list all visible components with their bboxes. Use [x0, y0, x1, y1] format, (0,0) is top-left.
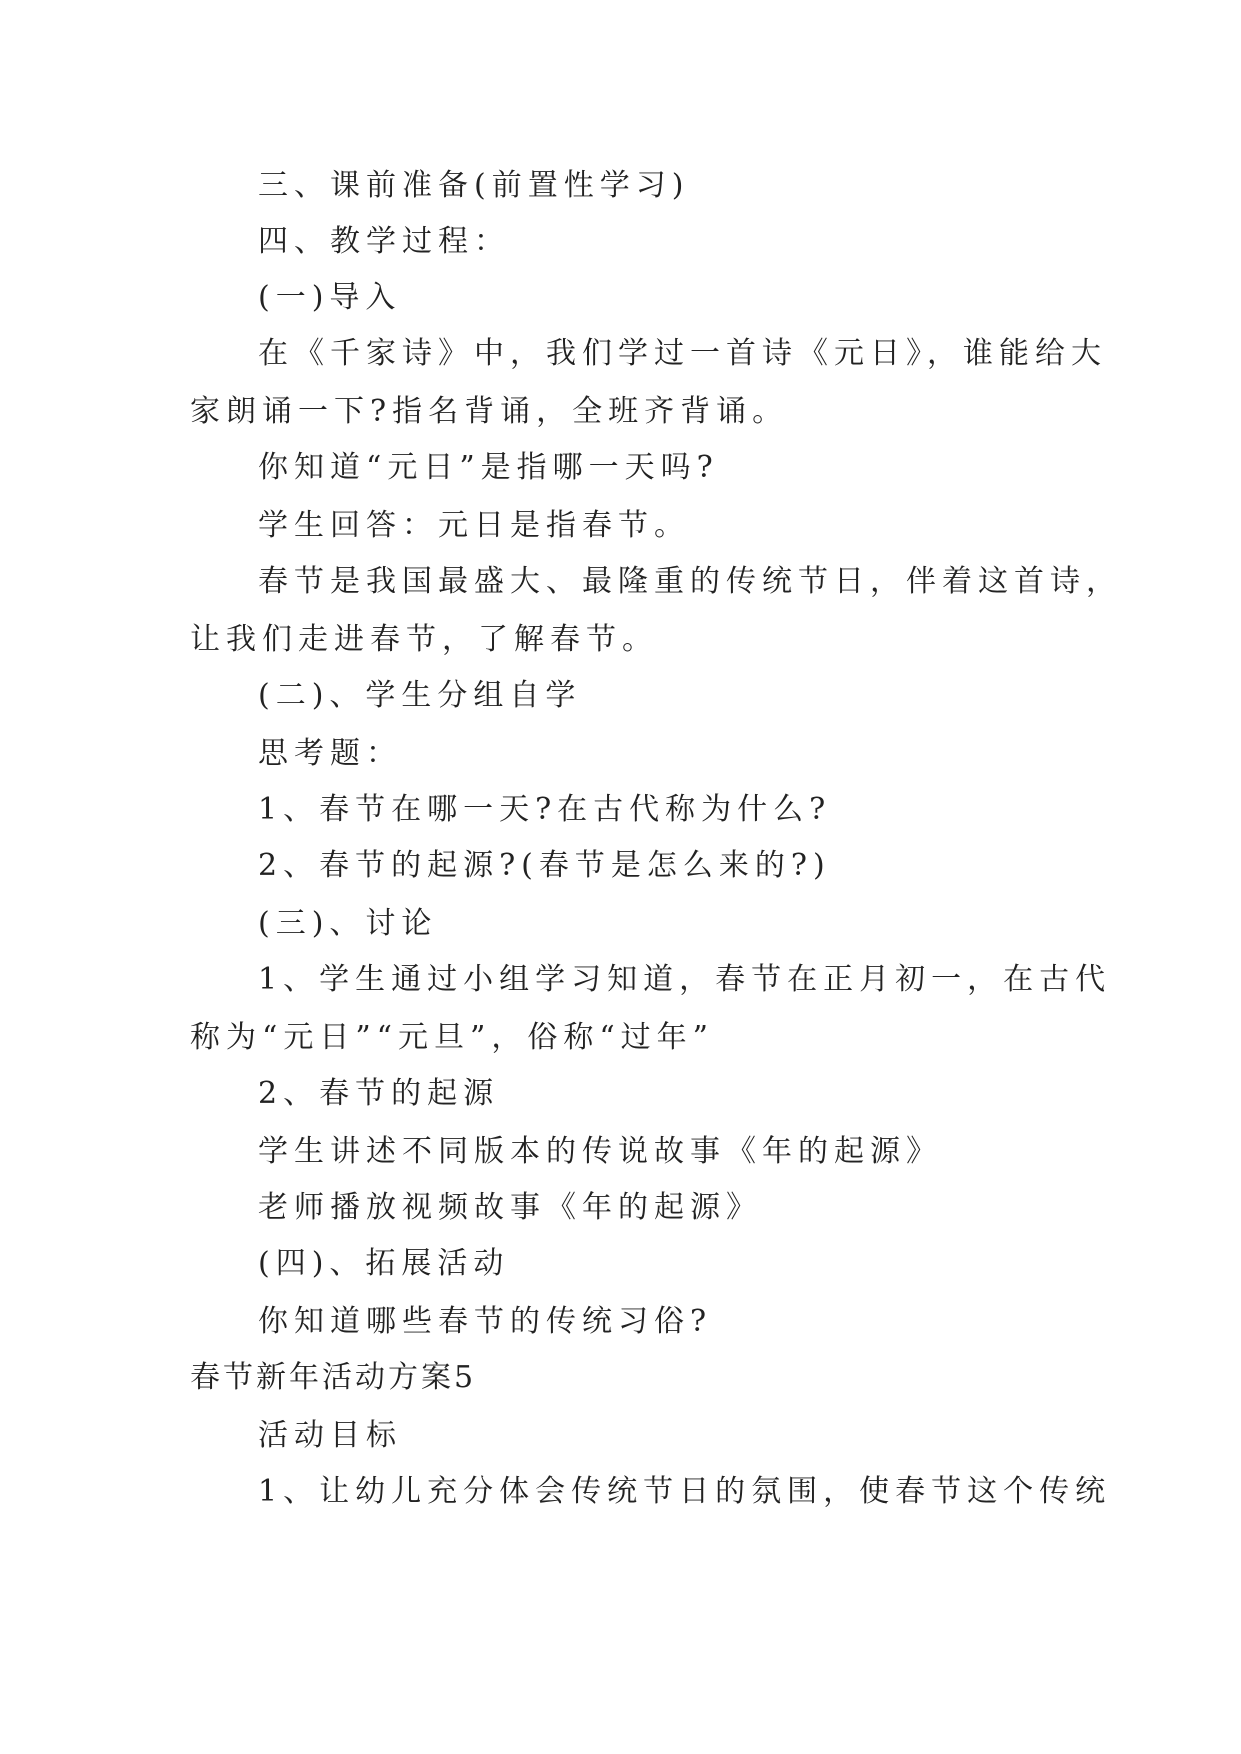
paragraph-line: 家朗诵一下?指名背诵，全班齐背诵。: [190, 394, 789, 429]
paragraph-line: 学生回答：元日是指春节。: [258, 508, 690, 543]
list-item: 1、春节在哪一天?在古代称为什么?: [258, 792, 832, 827]
paragraph-line: 春节是我国最盛大、最隆重的传统节日，伴着这首诗，: [258, 564, 1122, 599]
list-item: 1、让幼儿充分体会传统节日的氛围，使春节这个传统: [258, 1474, 1112, 1509]
subsection-heading-intro: (一)导入: [258, 280, 402, 315]
subsection-heading-extension: (四)、拓展活动: [258, 1246, 510, 1281]
subsection-heading-discussion: (三)、讨论: [258, 906, 438, 941]
list-item: 1、学生通过小组学习知道，春节在正月初一，在古代: [258, 962, 1112, 997]
section-heading-preparation: 三、课前准备(前置性学习): [258, 168, 690, 203]
list-item: 2、春节的起源?(春节是怎么来的?): [258, 848, 831, 883]
paragraph-line: 你知道哪些春节的传统习俗?: [258, 1304, 713, 1339]
list-item: 2、春节的起源: [258, 1076, 500, 1111]
paragraph-line: 你知道“元日”是指哪一天吗?: [258, 450, 719, 485]
document-title: 春节新年活动方案5: [190, 1360, 477, 1395]
paragraph-line: 在《千家诗》中，我们学过一首诗《元日》，谁能给大: [258, 336, 1107, 371]
paragraph-line: 让我们走进春节，了解春节。: [190, 622, 658, 657]
paragraph-line: 学生讲述不同版本的传说故事《年的起源》: [258, 1134, 942, 1169]
subsection-heading-group-study: (二)、学生分组自学: [258, 678, 582, 713]
paragraph-line: 老师播放视频故事《年的起源》: [258, 1190, 762, 1225]
paragraph-line: 思考题：: [258, 736, 402, 771]
section-heading-goals: 活动目标: [258, 1418, 402, 1453]
section-heading-process: 四、教学过程：: [258, 224, 510, 259]
paragraph-line: 称为“元日”“元旦”，俗称“过年”: [190, 1020, 715, 1055]
